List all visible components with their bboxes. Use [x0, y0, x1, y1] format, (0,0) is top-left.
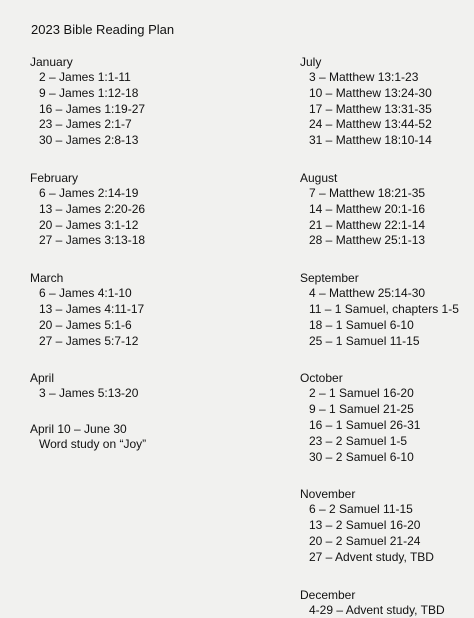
month-heading: August [300, 170, 338, 185]
reading-entry: 30 – 2 Samuel 6-10 [309, 449, 414, 464]
reading-entry: 20 – James 3:1-12 [39, 217, 139, 232]
month-section [300, 54, 470, 149]
month-heading: September [300, 271, 359, 286]
month-heading: April [30, 371, 55, 386]
month-section [300, 170, 470, 249]
month-heading: January [30, 55, 73, 69]
reading-entry: 17 – Matthew 13:31-35 [309, 101, 432, 116]
reading-entry: 6 – James 4:1-10 [39, 286, 132, 301]
reading-entry: 3 – James 5:13-20 [39, 386, 139, 401]
month-heading: March [30, 271, 64, 286]
reading-entry: 13 – 2 Samuel 16-20 [309, 518, 421, 533]
month-heading: November [300, 487, 356, 502]
month-section [30, 270, 270, 349]
reading-entry: 20 – James 5:1-6 [39, 317, 132, 332]
left-column [30, 54, 270, 453]
month-section [300, 270, 470, 349]
reading-entry: 4-29 – Advent study, TBD [309, 602, 445, 617]
month-section [30, 421, 270, 453]
reading-entry: 14 – Matthew 20:1-16 [309, 201, 426, 216]
reading-entry: 13 – James 4:11-17 [39, 301, 145, 316]
reading-entry: 27 – James 5:7-12 [39, 333, 139, 348]
reading-entry: 2 – James 1:1-11 [39, 70, 131, 84]
month-heading: July [300, 55, 322, 69]
reading-entry: 16 – 1 Samuel 26-31 [309, 417, 421, 432]
reading-entry: Word study on “Joy” [39, 437, 147, 452]
right-column [300, 54, 470, 618]
month-heading: April 10 – June 30 [30, 422, 127, 437]
month-heading: February [30, 170, 79, 185]
reading-entry: 27 – James 3:13-18 [39, 233, 146, 248]
reading-entry: 4 – Matthew 25:14-30 [309, 286, 426, 301]
month-section [300, 587, 470, 618]
month-section [30, 370, 270, 402]
reading-entry: 24 – Matthew 13:44-52 [309, 117, 432, 132]
month-section [300, 486, 470, 565]
page-title: 2023 Bible Reading Plan [31, 22, 175, 37]
reading-entry: 21 – Matthew 22:1-14 [309, 217, 426, 232]
month-section [300, 370, 470, 465]
month-section [30, 54, 270, 149]
reading-entry: 16 – James 1:19-27 [39, 101, 146, 116]
reading-entry: 13 – James 2:20-26 [39, 201, 146, 216]
reading-entry: 2 – 1 Samuel 16-20 [309, 386, 414, 401]
reading-entry: 18 – 1 Samuel 6-10 [309, 317, 414, 332]
month-heading: October [300, 371, 343, 386]
reading-entry: 31 – Matthew 18:10-14 [309, 133, 432, 148]
month-section [30, 170, 270, 249]
reading-entry: 11 – 1 Samuel, chapters 1-5 [309, 301, 459, 316]
reading-entry: 28 – Matthew 25:1-13 [309, 233, 426, 248]
reading-entry: 7 – Matthew 18:21-35 [309, 185, 426, 200]
reading-entry: 23 – 2 Samuel 1-5 [309, 433, 408, 448]
reading-entry: 3 – Matthew 13:1-23 [309, 70, 419, 84]
reading-entry: 6 – 2 Samuel 11-15 [309, 502, 413, 517]
reading-entry: 6 – James 2:14-19 [39, 185, 139, 200]
reading-entry: 27 – Advent study, TBD [309, 549, 434, 564]
reading-entry: 20 – 2 Samuel 21-24 [309, 533, 421, 548]
month-heading: December [300, 587, 356, 602]
reading-entry: 30 – James 2:8-13 [39, 133, 139, 148]
reading-entry: 9 – James 1:12-18 [39, 85, 139, 100]
reading-entry: 25 – 1 Samuel 11-15 [309, 333, 420, 348]
reading-entry: 10 – Matthew 13:24-30 [309, 85, 432, 100]
reading-entry: 23 – James 2:1-7 [39, 117, 132, 132]
reading-entry: 9 – 1 Samuel 21-25 [309, 402, 414, 417]
